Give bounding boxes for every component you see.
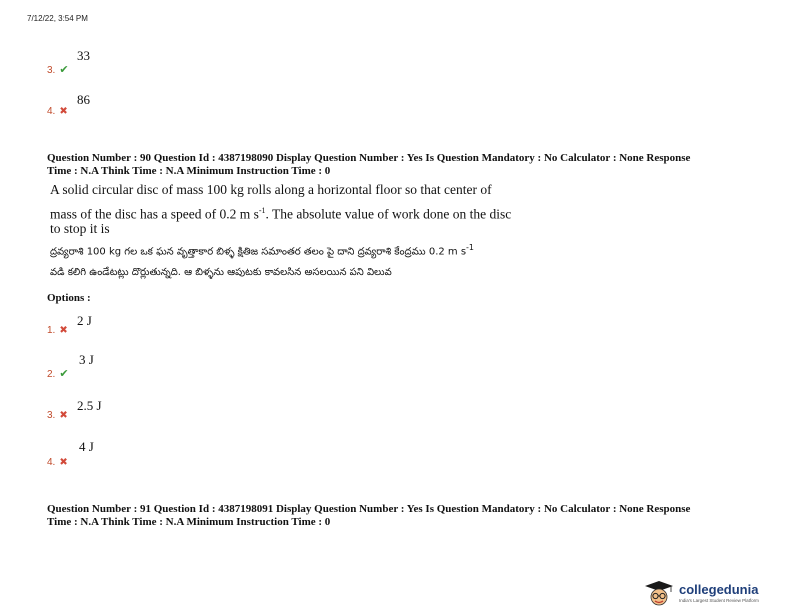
question-text-segment: . The absolute value of work done on the disc	[265, 206, 512, 222]
option-2-value: 3 J	[79, 352, 94, 367]
option-2	[47, 364, 69, 382]
logo-tagline: India's Largest Student Review Platform	[679, 598, 759, 603]
cross-icon: ✖	[59, 410, 68, 421]
logo-wordmark: collegedunia	[679, 582, 759, 597]
print-timestamp: 7/12/22, 3:54 PM	[27, 14, 88, 23]
option-3-value: 2.5 J	[77, 398, 102, 413]
option-number: 3.	[47, 410, 56, 421]
options-label: Options :	[47, 292, 91, 304]
prev-option-4	[47, 101, 68, 119]
option-number: 2.	[47, 369, 56, 380]
option-number: 1.	[47, 325, 56, 336]
option-number: 4.	[47, 457, 56, 468]
superscript: -1	[466, 243, 475, 252]
option-1-value: 2 J	[77, 313, 92, 328]
prev-option-3	[47, 60, 69, 78]
cross-icon: ✖	[59, 457, 68, 468]
question-meta-line: Time : N.A Think Time : N.A Minimum Instruction Time : 0	[47, 165, 331, 177]
superscript: -1	[258, 206, 266, 215]
prev-option-3-value: 33	[77, 48, 90, 63]
question-meta-line: Question Number : 91 Question Id : 4387198091 Display Question Number : Yes Is Question Mandatory : No Calculator : None Response	[47, 503, 691, 515]
question-text-line: A solid circular disc of mass 100 kg rolls along a horizontal floor so that center of	[50, 182, 492, 197]
telugu-text-segment: ద్రవ్యరాశి 100 kg గల ఒక ఘన వృత్తాకార బిళ్ళ క్షితిజ సమాంతర తలం పై దాని ద్రవ్యరాశి కేంద్రము 0.2 m s	[50, 246, 467, 258]
option-1	[47, 320, 68, 338]
cross-icon: ✖	[59, 106, 68, 117]
question-text-segment: mass of the disc has a speed of 0.2 m s	[50, 206, 259, 222]
prev-option-4-value: 86	[77, 92, 90, 107]
question-meta-line: Question Number : 90 Question Id : 4387198090 Display Question Number : Yes Is Question Mandatory : No Calculator : None Response	[47, 152, 691, 164]
question-91-meta	[47, 503, 762, 529]
question-text-line: to stop it is	[50, 221, 110, 236]
option-4-value: 4 J	[79, 439, 94, 454]
check-icon: ✔	[59, 367, 69, 380]
option-4	[47, 452, 68, 470]
telugu-text-line	[50, 243, 474, 259]
mascot-icon	[643, 580, 675, 608]
option-number: 3.	[47, 65, 56, 76]
option-3	[47, 405, 68, 423]
cross-icon: ✖	[59, 325, 68, 336]
question-text-line	[50, 201, 511, 224]
question-meta-line: Time : N.A Think Time : N.A Minimum Instruction Time : 0	[47, 516, 331, 528]
check-icon: ✔	[59, 63, 69, 76]
option-number: 4.	[47, 106, 56, 117]
collegedunia-logo	[643, 580, 783, 608]
telugu-text-line: వడి కలిగి ఉండేటట్లు దొర్లుతున్నది. ఆ బిళ్ళను ఆపుటకు కావలసిన అసలయిన పని విలువ	[50, 267, 392, 278]
question-90-meta	[47, 152, 762, 178]
